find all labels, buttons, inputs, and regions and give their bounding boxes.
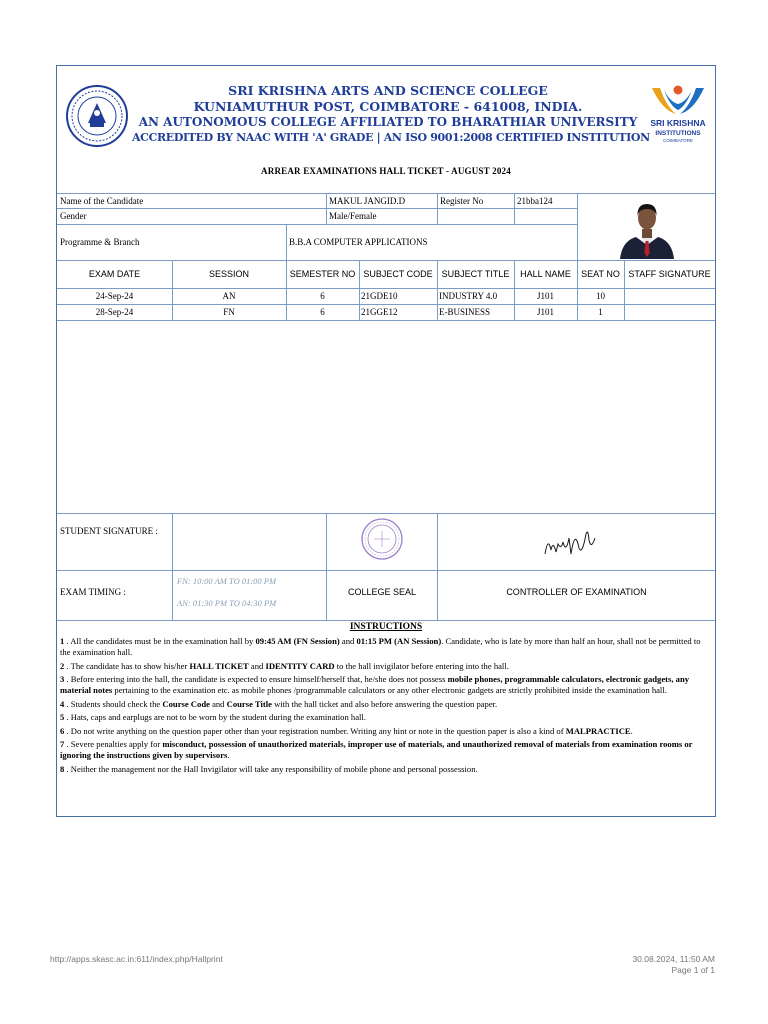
footer-url: http://apps.skasc.ac.in:611/index.php/Hallprint — [50, 954, 223, 964]
table-cell: FN — [223, 307, 235, 317]
instruction-item — [60, 661, 712, 672]
instruction-item — [60, 674, 712, 696]
table-cell: 6 — [320, 307, 325, 317]
college-seal-stamp — [357, 517, 407, 561]
table-header-cell: SESSION — [208, 269, 249, 279]
instruction-text: with the hall ticket and also before answering the question paper. — [271, 698, 498, 709]
instruction-number: 5 — [60, 712, 65, 723]
grid-line — [57, 620, 715, 621]
table-header-cell: SUBJECT CODE — [363, 269, 433, 279]
grid-line — [57, 320, 715, 321]
instruction-text: . The candidate has to show his/her — [64, 660, 190, 671]
table-cell: AN — [222, 291, 236, 301]
table-header-cell: SUBJECT TITLE — [441, 269, 510, 279]
table-header-cell: SEAT NO — [581, 269, 620, 279]
table-cell: J101 — [536, 307, 554, 317]
instruction-text: . Students should check the — [64, 698, 163, 709]
grid-line — [514, 193, 515, 224]
instruction-text: HALL TICKET — [189, 660, 249, 671]
grid-line — [577, 193, 578, 260]
grid-line — [326, 193, 327, 224]
instruction-item — [60, 764, 712, 775]
table-cell: 10 — [596, 291, 605, 301]
register-no-value: 21bba124 — [517, 196, 553, 206]
instruction-text: . All the candidates must be in the examination hall by — [64, 636, 256, 646]
grid-line — [172, 513, 173, 620]
table-cell: 21GDE10 — [361, 291, 398, 301]
instruction-item — [60, 636, 712, 658]
college-header — [57, 66, 715, 194]
programme-label: Programme & Branch — [60, 237, 140, 247]
college-address: KUNIAMUTHUR POST, COIMBATORE - 641008, INDIA. — [193, 99, 583, 114]
instruction-item — [60, 712, 712, 723]
instruction-text: Course Title — [226, 698, 272, 709]
instruction-number: 2 — [60, 660, 65, 671]
grid-line — [286, 224, 287, 260]
logo-text-line1: SRI KRISHNA — [650, 118, 706, 128]
instruction-text: . — [227, 750, 230, 761]
grid-line — [326, 513, 327, 620]
instruction-text: to the hall invigilator before entering into the hall. — [334, 660, 509, 671]
instruction-text: and — [248, 660, 266, 671]
grid-line — [437, 193, 438, 224]
instruction-text: . Candidate, who is late by more than half an hour, shall not be permitted to the examination hall. — [60, 636, 701, 658]
grid-line — [57, 513, 715, 514]
instruction-text: Course Code — [162, 698, 210, 709]
instruction-text: and — [339, 636, 357, 646]
instruction-text: MALPRACTICE — [565, 725, 631, 736]
hall-ticket-sheet — [56, 65, 716, 817]
instruction-item — [60, 726, 712, 737]
table-header-cell: HALL NAME — [520, 269, 571, 279]
instruction-text: . Severe penalties apply for — [64, 739, 163, 750]
grid-line — [57, 570, 715, 571]
sri-krishna-institutions-logo — [646, 80, 710, 146]
logo-text-line2: INSTITUTIONS — [655, 130, 701, 137]
table-header-cell: STAFF SIGNATURE — [628, 269, 711, 279]
table-cell: INDUSTRY 4.0 — [439, 291, 498, 301]
grid-line — [57, 304, 715, 305]
instruction-number: 7 — [60, 739, 65, 750]
table-cell: 1 — [598, 307, 603, 317]
grid-line — [57, 193, 715, 194]
college-name: SRI KRISHNA ARTS AND SCIENCE COLLEGE — [228, 83, 548, 98]
candidate-name-label: Name of the Candidate — [60, 196, 144, 206]
logo-text-line3: COIMBATORE — [663, 138, 693, 143]
instruction-text: . Hats, caps and earplugs are not to be worn by the student during the examination hall. — [64, 712, 366, 723]
table-header-cell: EXAM DATE — [88, 269, 141, 279]
instruction-text: misconduct, possession of unauthorized materials, improper use of materials, and unauthorized removal of materials from examination rooms or ignoring the instructions given by supervisors — [60, 739, 693, 761]
instruction-item — [60, 739, 712, 761]
exam-timing-fn: FN: 10:00 AM TO 01:00 PM — [177, 576, 277, 586]
instructions-list — [60, 636, 712, 777]
instruction-item — [60, 699, 712, 710]
instruction-text: mobile phones, programmable calculators, electronic gadgets, any material notes — [60, 674, 690, 696]
college-seal-label: COLLEGE SEAL — [347, 587, 417, 597]
instruction-text: . — [630, 725, 633, 736]
grid-line — [57, 224, 577, 225]
gender-label: Gender — [60, 211, 87, 221]
grid-line — [57, 288, 715, 289]
instruction-number: 8 — [60, 763, 65, 774]
student-signature-label: STUDENT SIGNATURE : — [60, 526, 158, 536]
exam-timing-an: AN: 01:30 PM TO 04:30 PM — [177, 598, 277, 608]
register-no-label: Register No — [440, 196, 484, 206]
instruction-number: 6 — [60, 725, 65, 736]
college-emblem-logo — [66, 85, 128, 147]
instruction-number: 1 — [60, 636, 65, 646]
grid-line — [57, 208, 577, 209]
controller-signature — [539, 524, 599, 560]
instruction-text: . Neither the management nor the Hall Invigilator will take any responsibility of mobile phone and personal possession. — [64, 763, 478, 774]
instruction-text: . Do not write anything on the question paper other than your registration number. Writing any hint or note in the question paper is also a kind of — [64, 725, 566, 736]
controller-of-examination-label: CONTROLLER OF EXAMINATION — [506, 587, 647, 597]
college-affiliation: AN AUTONOMOUS COLLEGE AFFILIATED TO BHARATHIAR UNIVERSITY — [138, 115, 638, 129]
instruction-text: and — [209, 698, 227, 709]
table-cell: 24-Sep-24 — [95, 291, 134, 301]
table-cell: 21GGE12 — [361, 307, 398, 317]
instruction-text: 09:45 AM (FN Session) — [255, 636, 340, 646]
exam-timing-label: EXAM TIMING : — [60, 587, 126, 597]
table-cell: 28-Sep-24 — [95, 307, 134, 317]
table-cell: 6 — [320, 291, 325, 301]
table-header-cell: SEMESTER NO — [289, 269, 356, 279]
instruction-text: pertaining to the examination etc. as mobile phones /programmable calculators or any other electronic gadgets are strictly prohibited inside the examination hall. — [112, 685, 667, 696]
candidate-name-value: MAKUL JANGID.D — [329, 196, 406, 206]
instruction-number: 3 — [60, 674, 65, 685]
grid-line — [437, 513, 438, 620]
table-cell: J101 — [536, 291, 554, 301]
hall-ticket-title: ARREAR EXAMINATIONS HALL TICKET - AUGUST 2024 — [261, 166, 511, 176]
instruction-text: . Before entering into the hall, the candidate is expected to ensure himself/herself that, he/she does not possess — [64, 674, 448, 685]
candidate-photo — [618, 197, 676, 259]
footer-datetime: 30.08.2024, 11:50 AM — [632, 954, 715, 964]
programme-value: B.B.A COMPUTER APPLICATIONS — [289, 237, 428, 247]
gender-value: Male/Female — [329, 211, 377, 221]
table-cell: E-BUSINESS — [439, 307, 491, 317]
instruction-text: IDENTITY CARD — [265, 660, 335, 671]
footer-page-number: Page 1 of 1 — [671, 965, 715, 975]
instructions-heading: INSTRUCTIONS — [349, 622, 423, 632]
instruction-text: 01:15 PM (AN Session) — [356, 636, 442, 646]
instruction-number: 4 — [60, 698, 65, 709]
college-accreditation: ACCREDITED BY NAAC WITH 'A' GRADE | AN ISO 9001:2008 CERTIFIED INSTITUTION — [132, 131, 650, 144]
